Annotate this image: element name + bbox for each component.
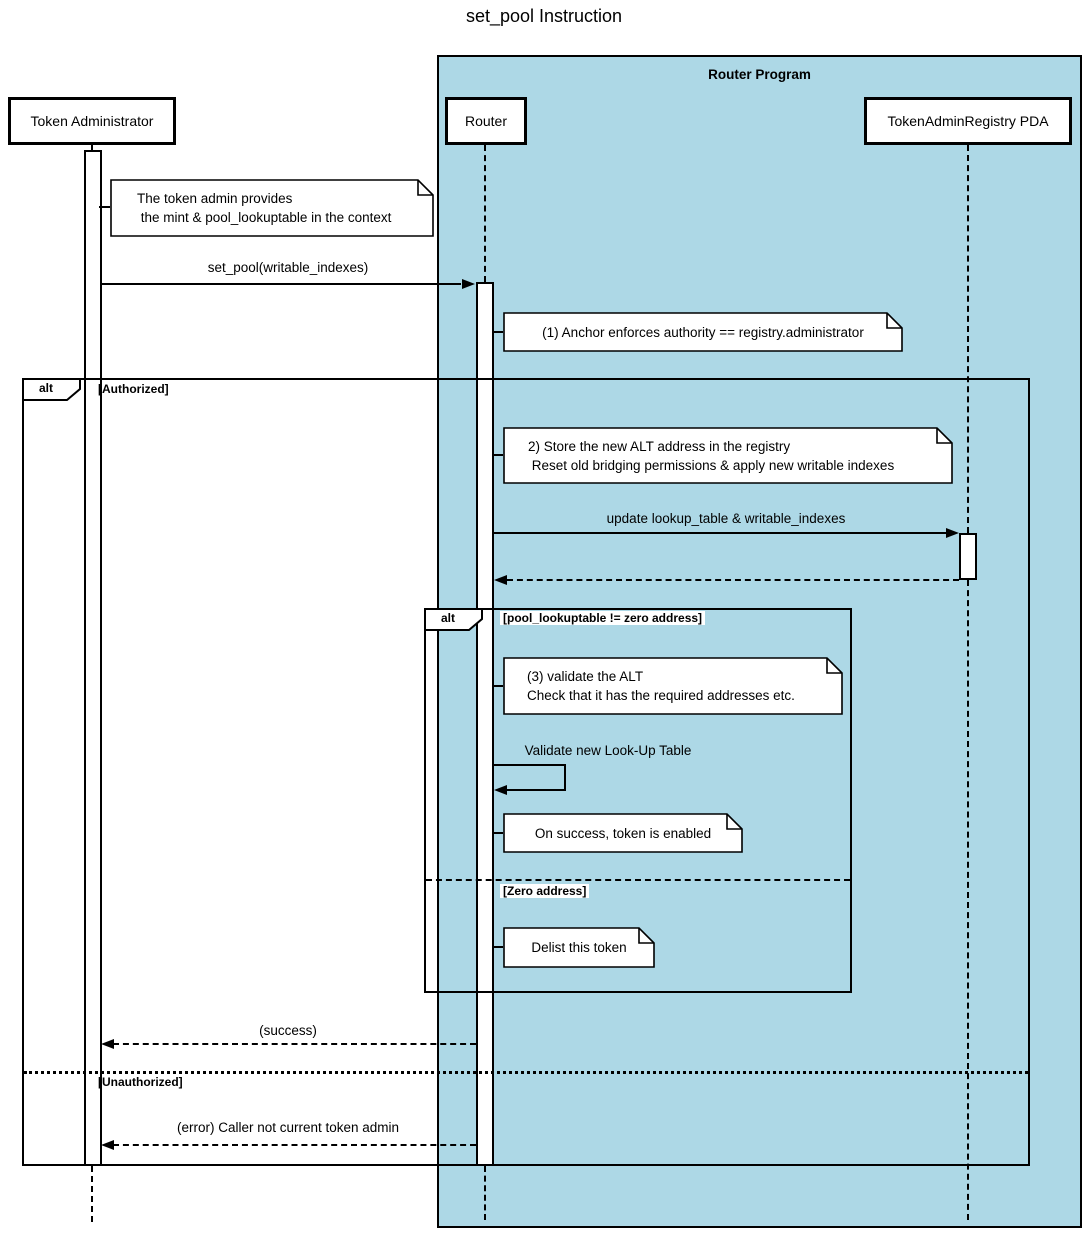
note-delist bbox=[503, 927, 655, 968]
guard-zero-address: [Zero address] bbox=[500, 884, 589, 898]
alt-fragment-outer-operator bbox=[22, 378, 81, 401]
self-message-right-line bbox=[564, 764, 566, 791]
return-update-line bbox=[507, 579, 959, 581]
note-store-alt bbox=[503, 427, 953, 484]
return-error-line bbox=[113, 1144, 476, 1146]
alt-inner-divider bbox=[426, 879, 850, 881]
alt-operator-label: alt bbox=[440, 611, 455, 625]
arrowhead-left-icon bbox=[101, 1140, 114, 1150]
note-anchor-check-line1: (1) Anchor enforces authority == registry.administrator bbox=[542, 324, 864, 340]
message-update-lookup-label: update lookup_table & writable_indexes bbox=[606, 511, 846, 526]
arrowhead-right-icon bbox=[946, 528, 959, 538]
guard-unauthorized: [Unauthorized] bbox=[98, 1075, 183, 1089]
note-on-success-line1: On success, token is enabled bbox=[534, 825, 712, 841]
note-store-alt-line1: 2) Store the new ALT address in the registry bbox=[528, 438, 791, 454]
note-on-success bbox=[503, 813, 743, 853]
arrowhead-left-icon bbox=[494, 785, 507, 795]
self-message-validate-label: Validate new Look-Up Table bbox=[524, 743, 692, 758]
note-validate-alt-line1: (3) validate the ALT bbox=[527, 669, 644, 684]
return-success-line bbox=[113, 1043, 476, 1045]
note-delist-line1: Delist this token bbox=[531, 940, 627, 955]
return-success-label: (success) bbox=[259, 1023, 317, 1038]
lifeline-token-admin-tail bbox=[91, 1166, 93, 1222]
actor-token-administrator bbox=[8, 97, 176, 145]
note-connector bbox=[494, 685, 503, 687]
note-validate-alt-line2: Check that it has the required addresses etc. bbox=[527, 688, 795, 703]
note-validate-alt bbox=[503, 657, 843, 715]
lifeline-router-tail bbox=[484, 1166, 486, 1220]
actor-router bbox=[445, 97, 527, 145]
note-connector bbox=[494, 832, 503, 834]
note-connector bbox=[494, 946, 503, 948]
note-connector bbox=[494, 454, 503, 456]
actor-token-admin-registry-pda-label: TokenAdminRegistry PDA bbox=[887, 113, 1049, 129]
arrowhead-right-icon bbox=[462, 279, 475, 289]
message-set-pool-line bbox=[101, 283, 461, 285]
note-context-line1: The token admin provides bbox=[137, 191, 293, 206]
note-store-alt-line2: Reset old bridging permissions & apply new writable indexes bbox=[528, 457, 895, 473]
note-context bbox=[110, 179, 434, 237]
diagram-title: set_pool Instruction bbox=[465, 6, 623, 26]
note-anchor-check bbox=[503, 312, 903, 352]
router-program-label: Router Program bbox=[708, 67, 811, 82]
guard-authorized: [Authorized] bbox=[98, 382, 169, 396]
self-message-bottom-line bbox=[507, 789, 566, 791]
self-message-top-line bbox=[494, 764, 566, 766]
lifeline-router-top bbox=[484, 145, 486, 282]
arrowhead-left-icon bbox=[494, 575, 507, 585]
guard-pool-lookuptable-nonzero: [pool_lookuptable != zero address] bbox=[500, 611, 705, 625]
alt-outer-divider bbox=[24, 1071, 1028, 1074]
actor-router-label: Router bbox=[464, 113, 508, 129]
alt-fragment-inner-operator bbox=[424, 608, 483, 631]
note-context-line2: the mint & pool_lookuptable in the context bbox=[137, 210, 392, 225]
alt-operator-label: alt bbox=[38, 381, 53, 395]
return-error-label: (error) Caller not current token admin bbox=[176, 1120, 400, 1135]
arrowhead-left-icon bbox=[101, 1039, 114, 1049]
message-update-lookup-line bbox=[494, 532, 946, 534]
note-connector bbox=[99, 206, 110, 208]
actor-token-admin-registry-pda bbox=[864, 97, 1072, 145]
note-connector bbox=[494, 331, 503, 333]
actor-token-administrator-label: Token Administrator bbox=[30, 113, 154, 129]
message-set-pool-label: set_pool(writable_indexes) bbox=[207, 260, 369, 275]
